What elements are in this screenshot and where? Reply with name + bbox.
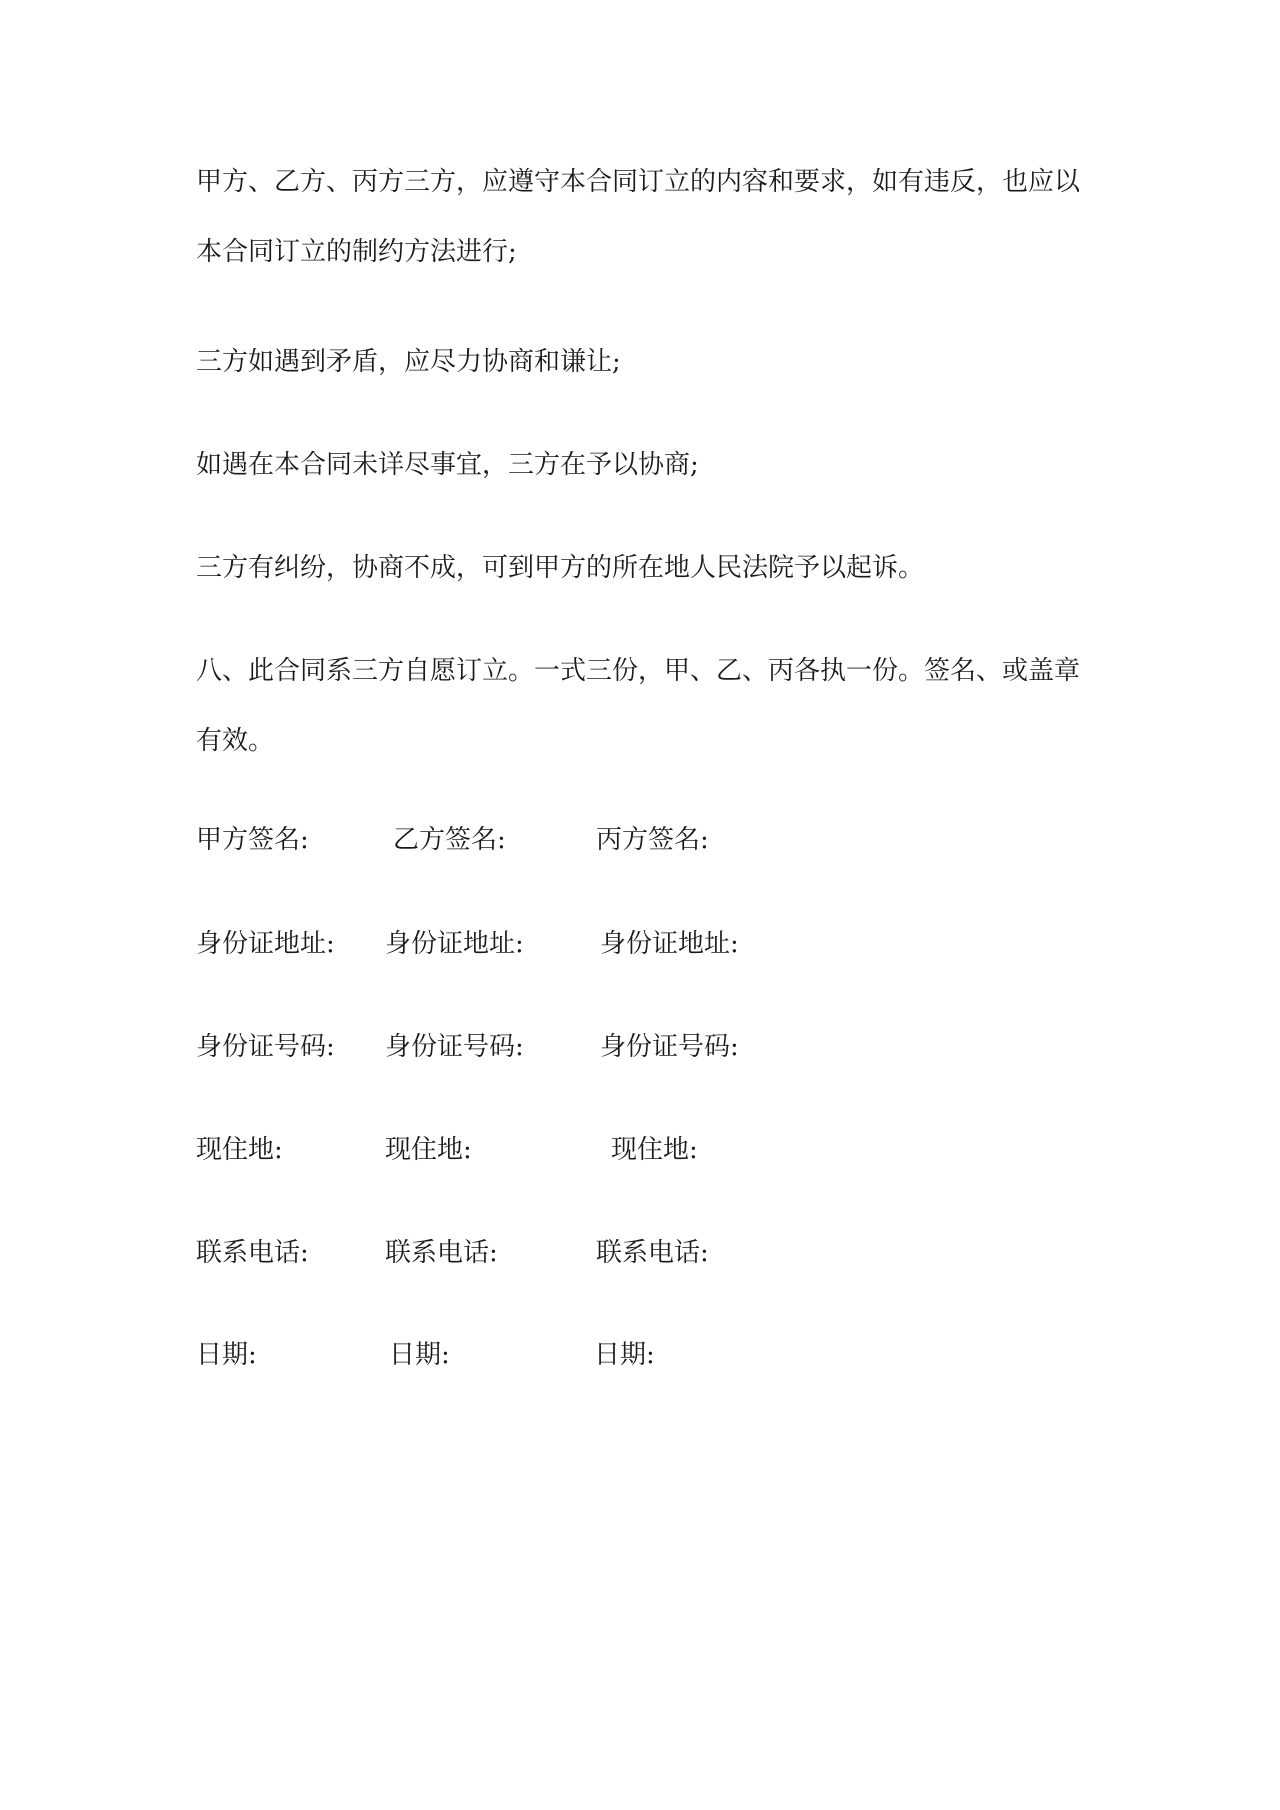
party-b-residence-label: 现住地: (385, 1135, 472, 1165)
clause-eight-copies: 八、此合同系三方自愿订立。一式三份，甲、乙、丙各执一份。签名、或盖章有效。 (196, 656, 1081, 756)
clause-obligations: 甲方、乙方、丙方三方，应遵守本合同订立的内容和要求，如有违反，也应以本合同订立的制约方法进行; (196, 167, 1081, 267)
party-a-signature-label: 甲方签名: (196, 825, 309, 855)
id-address-row (0, 924, 1280, 964)
party-c-id-number-label: 身份证号码: (600, 1032, 739, 1062)
party-b-phone-label: 联系电话: (385, 1238, 498, 1268)
clause-unspecified-matters: 如遇在本合同未详尽事宜，三方在予以协商; (196, 450, 699, 480)
residence-row (0, 1130, 1280, 1170)
phone-row (0, 1233, 1280, 1273)
party-a-date-label: 日期: (196, 1340, 257, 1370)
clause-negotiation: 三方如遇到矛盾，应尽力协商和谦让; (196, 347, 621, 377)
party-b-signature-label: 乙方签名: (393, 825, 506, 855)
party-a-id-number-label: 身份证号码: (196, 1032, 335, 1062)
party-b-id-number-label: 身份证号码: (385, 1032, 524, 1062)
party-a-id-address-label: 身份证地址: (196, 929, 335, 959)
signature-row (0, 820, 1280, 860)
party-c-phone-label: 联系电话: (596, 1238, 709, 1268)
party-c-id-address-label: 身份证地址: (600, 929, 739, 959)
party-b-date-label: 日期: (389, 1340, 450, 1370)
party-b-id-address-label: 身份证地址: (385, 929, 524, 959)
party-a-phone-label: 联系电话: (196, 1238, 309, 1268)
date-row (0, 1335, 1280, 1375)
party-c-signature-label: 丙方签名: (596, 825, 709, 855)
party-a-residence-label: 现住地: (196, 1135, 283, 1165)
id-number-row (0, 1027, 1280, 1067)
party-c-date-label: 日期: (594, 1340, 655, 1370)
clause-dispute: 三方有纠纷，协商不成，可到甲方的所在地人民法院予以起诉。 (196, 553, 925, 583)
party-c-residence-label: 现住地: (611, 1135, 698, 1165)
